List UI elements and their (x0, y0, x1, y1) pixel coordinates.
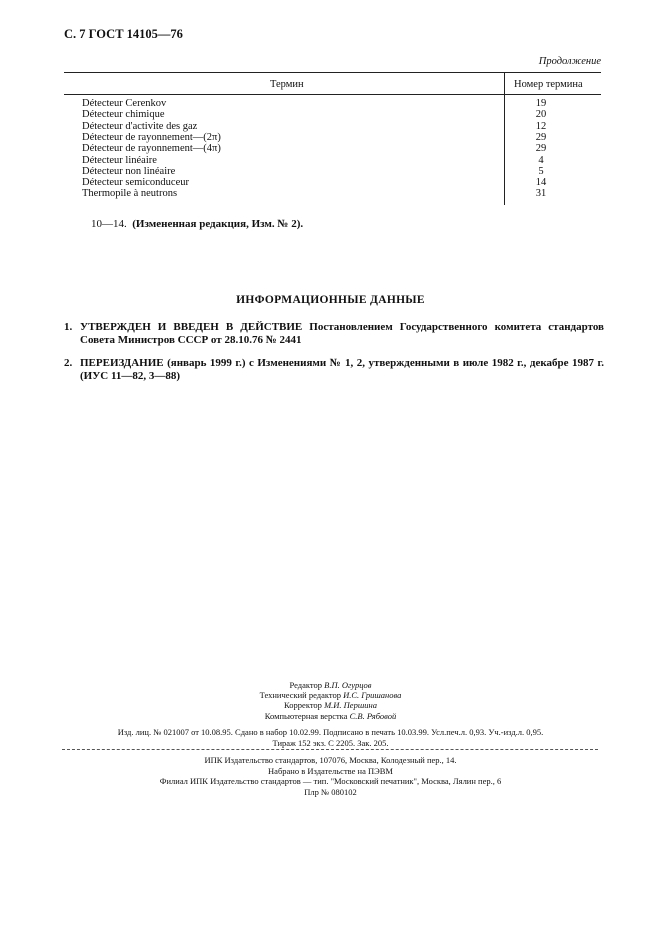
number-cell: 29 (535, 131, 547, 143)
imprint-block-top (0, 727, 661, 748)
number-cell: 19 (535, 98, 547, 109)
credit-line: Редактор В.П. Огурцов (289, 680, 372, 690)
term-cell: Détecteur Cerenkov (82, 98, 167, 109)
table-row (82, 109, 602, 120)
number-cell: 20 (535, 109, 547, 121)
number-cell: 5 (538, 165, 544, 177)
info-item-text: (январь 1999 г.) с Изменениями № 1, 2, утвержденными в июле 1982 г., декабре 1987 г. (ИУС 11—82, 3—88) (80, 357, 604, 382)
table-header-number: Номер термина (514, 79, 583, 90)
table-header-rule (64, 94, 601, 95)
number-cell: 12 (535, 120, 547, 132)
credits-block (0, 680, 661, 721)
term-cell: Détecteur d'activite des gaz (82, 120, 198, 132)
term-cell: Détecteur de rayonnement—(4π) (82, 143, 221, 155)
table-row (82, 98, 602, 109)
term-cell: Détecteur chimique (82, 109, 165, 121)
imprint-line: Плр № 080102 (304, 786, 357, 797)
info-item-bold: УТВЕРЖДЕН И ВВЕДЕН В ДЕЙСТВИЕ (80, 321, 303, 333)
info-item-number: 2. (64, 357, 73, 369)
term-cell: Détecteur de rayonnement—(2π) (82, 131, 221, 143)
note-text: (Измененная редакция, Изм. № 2). (132, 218, 304, 230)
table-top-rule (64, 72, 601, 73)
continuation-label: Продолжение (538, 56, 601, 67)
table-row (82, 188, 602, 199)
page-header: С. 7 ГОСТ 14105—76 (64, 27, 183, 41)
amendment-note (91, 218, 303, 230)
term-cell: Détecteur non linéaire (82, 165, 176, 177)
imprint-line: Тираж 152 экз. С 2205. Зак. 205. (272, 737, 389, 748)
table-row (82, 121, 602, 132)
credit-line: Технический редактор И.С. Гришанова (259, 690, 402, 701)
number-cell: 4 (538, 154, 544, 166)
table-header-term: Термин (270, 79, 304, 90)
number-cell: 29 (535, 143, 547, 155)
term-cell: Détecteur linéaire (82, 154, 157, 166)
info-item-1 (64, 321, 604, 347)
imprint-line: Филиал ИПК Издательство стандартов — тип. "Московский печатник", Москва, Лялин пер., 6 (159, 776, 502, 786)
credit-line: Корректор М.И. Першина (284, 700, 377, 711)
term-cell: Thermopile à neutrons (82, 188, 178, 200)
imprint-line: ИПК Издательство стандартов, 107076, Москва, Колодезный пер., 14. (204, 755, 457, 765)
number-cell: 14 (535, 177, 547, 189)
info-item-bold: ПЕРЕИЗДАНИЕ (80, 357, 164, 369)
imprint-block-bottom (0, 755, 661, 797)
imprint-line: Изд. лиц. № 021007 от 10.08.95. Сдано в набор 10.02.99. Подписано в печать 10.03.99. Усл.печ.л. 0,93. Уч.-изд.л. 0,95. (117, 727, 544, 737)
table-row (82, 132, 602, 143)
table-row (82, 166, 602, 177)
info-item-text: Постановлением Государственного комитета стандартов Совета Министров СССР от 28.10.76 № 2441 (80, 321, 604, 346)
note-ref: 10—14. (91, 218, 127, 230)
info-title: ИНФОРМАЦИОННЫЕ ДАННЫЕ (236, 294, 425, 306)
table-row (82, 177, 602, 188)
imprint-line: Набрано в Издательстве на ПЭВМ (268, 765, 393, 776)
term-cell: Détecteur semiconduceur (82, 177, 189, 189)
info-item-2 (64, 357, 604, 383)
credit-line: Компьютерная верстка С.В. Рябовой (264, 710, 397, 721)
table-row (82, 143, 602, 154)
info-item-number: 1. (64, 321, 73, 333)
table-row (82, 155, 602, 166)
number-cell: 31 (535, 188, 547, 200)
imprint-divider (62, 749, 598, 750)
